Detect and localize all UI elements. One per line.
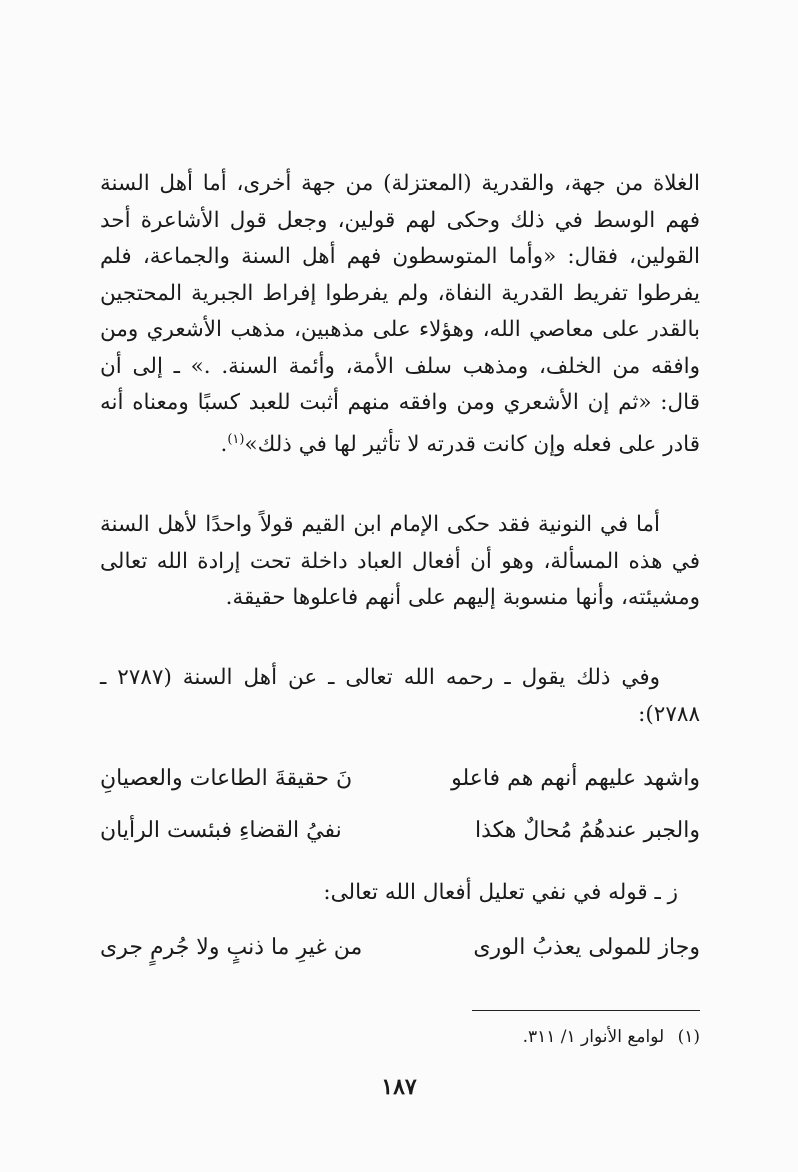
verse-1-first-hemistich: واشهد عليهم أنهم هم فاعلو [451, 766, 700, 791]
verse-1 [100, 766, 700, 791]
section-heading-z: ز ـ قوله في نفي تعليل أفعال الله تعالى: [323, 880, 678, 905]
verse-3-first-hemistich: وجاز للمولى يعذبُ الورى [473, 935, 700, 960]
verse-3 [100, 935, 700, 960]
paragraph-1-text: الغلاة من جهة، والقدرية (المعتزلة) من جهة أخرى، أما أهل السنة فهم الوسط في ذلك وحكى لهم قولين، وجعل قول الأشاعرة أحد القولين، فقال: «وأما المتوسطون فهم أهل السنة والجماعة، فلم يفرطوا تفريط القدرية النفاة، ولم يفرطوا إفراط الجبرية المحتجين بالقدر على معاصي الله، وهؤلاء على مذهبين، مذهب الأشعري ومن وافقه من الخلف، ومذهب سلف الأمة، وأئمة السنة. .» ـ إلى أن قال: «ثم إن الأشعري ومن وافقه منهم أثبت للعبد كسبًا ومعناه أنه قادر على فعله وإن كانت قدرته لا تأثير لها في ذلك» [100, 171, 700, 457]
paragraph-1-end: . [220, 431, 228, 457]
paragraph-2: أما في النونية فقد حكى الإمام ابن القيم قولاً واحدًا لأهل السنة في هذه المسألة، وهو أن أفعال العباد داخلة تحت إرادة الله تعالى ومشيئته، وأنها منسوبة إليهم على أنهم فاعلوها حقيقة. [100, 512, 700, 610]
verse-3-second-hemistich: من غيرِ ما ذنبٍ ولا جُرمٍ جرى [100, 935, 363, 960]
page-number: ١٨٧ [381, 1074, 417, 1100]
footnote-marker: (١) [677, 1027, 700, 1047]
verse-2 [100, 818, 700, 843]
verse-2-second-hemistich: نفيُ القضاءِ فبئست الرأيان [100, 818, 342, 843]
verse-2-first-hemistich: والجبر عندهُمُ مُحالٌ هكذا [474, 818, 700, 843]
footnote-reference: (١) [227, 431, 245, 447]
paragraph-3: وفي ذلك يقول ـ رحمه الله تعالى ـ عن أهل السنة (٢٧٨٧ ـ ٢٧٨٨): [100, 665, 700, 727]
paragraph-1 [100, 166, 700, 463]
verse-1-second-hemistich: نَ حقيقةَ الطاعات والعصيانِ [100, 766, 353, 791]
footnote-separator [472, 1010, 700, 1011]
footnote-text: لوامع الأنوار ١/ ٣١١. [522, 1027, 665, 1047]
footnote [523, 1027, 700, 1047]
